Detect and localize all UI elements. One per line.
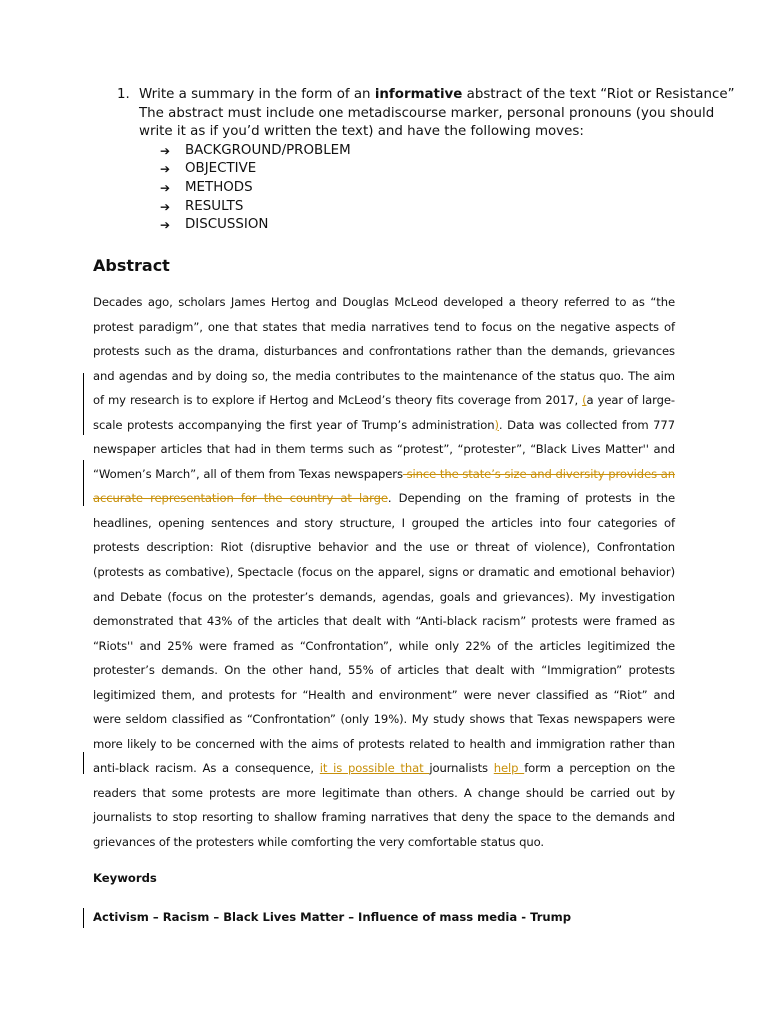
move-label: OBJECTIVE bbox=[185, 161, 257, 177]
change-bar bbox=[83, 908, 84, 928]
assignment-instructions bbox=[117, 86, 735, 235]
instruction-line-1 bbox=[117, 86, 735, 105]
move-label: METHODS bbox=[185, 179, 253, 195]
abstract-text: journalists bbox=[429, 761, 494, 776]
change-bar bbox=[83, 460, 84, 506]
arrow-right-icon: ➔ bbox=[160, 162, 171, 177]
arrow-right-icon: ➔ bbox=[160, 218, 171, 233]
keywords-heading: Keywords bbox=[93, 871, 157, 885]
move-item bbox=[160, 160, 687, 179]
move-label: DISCUSSION bbox=[185, 217, 269, 233]
move-item bbox=[160, 179, 687, 198]
instruction-text-part: Write a summary in the form of an bbox=[139, 87, 375, 102]
tracked-insertion[interactable]: ) bbox=[494, 417, 499, 432]
move-label: RESULTS bbox=[185, 198, 244, 214]
tracked-deletion[interactable]: since the state’s size and diversity provides an accurate representation for the country at large bbox=[93, 466, 675, 506]
move-item bbox=[160, 198, 687, 217]
arrow-right-icon: ➔ bbox=[160, 180, 171, 195]
abstract-heading: Abstract bbox=[93, 256, 170, 275]
abstract-text: . Depending on the framing of protests in the headlines, opening sentences and story structure, I grouped the articles into four categories of protests description: Riot (disruptive behavior and the use or threat of violence), Confrontation (protests as combative), Spectacle (focus on the apparel, signs or dramatic and emotional behavior) and Debate (focus on the protester’s demands, agendas, goals and grievances). My investigation demonstrated that 43% of the articles that dealt with “Anti-black racism” protests were framed as “Riots'' and 25% were framed as “Confrontation”, while only 22% of the articles legitimized the protester’s demands. On the other hand, 55% of articles that dealt with “Immigration” protests legitimized them, and protests for “Health and environment” were never classified as “Riot” and were seldom classified as “Confrontation” (only 19%). My study shows that Texas newspapers were more likely to be concerned with the aims of protests related to health and immigration rather than anti-black racism. As a consequence, bbox=[93, 491, 675, 776]
tracked-insertion[interactable]: it is possible that bbox=[319, 761, 430, 776]
instruction-text-part: abstract of the text “Riot or Resistance” bbox=[462, 87, 735, 102]
arrow-right-icon: ➔ bbox=[160, 143, 171, 158]
change-bar bbox=[83, 373, 84, 435]
arrow-right-icon: ➔ bbox=[160, 199, 171, 214]
instruction-line-3: write it as if you’d written the text) and have the following moves: bbox=[139, 124, 584, 140]
abstract-text: form a perception on the readers that some protests are more legitimate than others. A change should be carried out by journalists to stop resorting to shallow framing narratives that deny the space to the demands and grievances of the protesters while comforting the very comfortable status quo. bbox=[93, 761, 675, 850]
instruction-line-2: The abstract must include one metadiscourse marker, personal pronouns (you should bbox=[139, 105, 715, 121]
change-bar bbox=[83, 752, 84, 774]
abstract-text: . Data was collected from 777 newspaper articles that had in them terms such as “protest”, “protester”, “Black Lives Matter'' and “Women’s March”, all of them from Texas newspapers bbox=[93, 417, 675, 481]
move-label: BACKGROUND/PROBLEM bbox=[185, 142, 351, 158]
abstract-text: Decades ago, scholars James Hertog and Douglas McLeod developed a theory referred to as “the protest paradigm”, one that states that media narratives tend to focus on the negative aspects of protests such as the drama, disturbances and confrontations rather than the demands, grievances and agendas and by doing so, the media contributes to the maintenance of the status quo. The aim of my research is to explore if Hertog and McLeod’s theory fits coverage from 2017, bbox=[93, 295, 675, 408]
tracked-insertion[interactable]: help bbox=[493, 761, 525, 776]
instruction-bold-word: informative bbox=[374, 87, 463, 102]
move-item bbox=[160, 142, 687, 161]
keywords-list[interactable]: Activism – Racism – Black Lives Matter – Influence of mass media - Trump bbox=[93, 910, 572, 924]
moves-list bbox=[117, 142, 687, 235]
abstract-paragraph[interactable] bbox=[93, 290, 675, 855]
tracked-insertion[interactable]: ( bbox=[582, 393, 587, 408]
list-number: 1. bbox=[117, 87, 130, 102]
instruction-text bbox=[139, 86, 735, 105]
move-item bbox=[160, 216, 687, 235]
abstract-text: a year of large-scale protests accompanying the first year of Trump’s administration bbox=[93, 393, 675, 432]
